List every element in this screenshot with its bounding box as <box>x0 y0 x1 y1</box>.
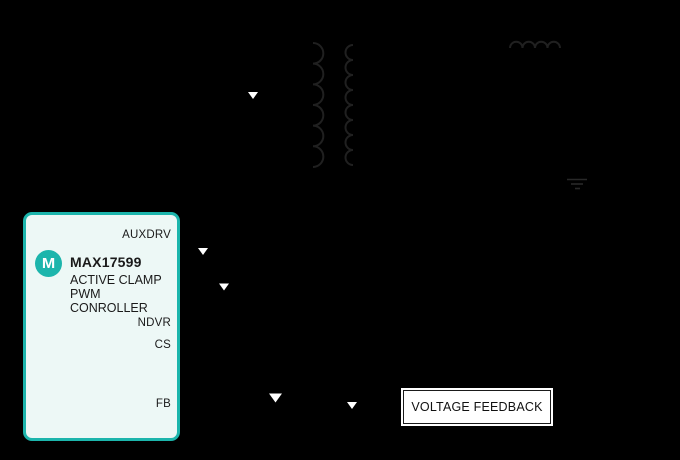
down-triangle-marker-icon <box>269 394 282 403</box>
pin-label-ndvr: NDVR <box>137 317 171 329</box>
ic-description-line2: PWM CONROLLER <box>70 287 148 315</box>
down-triangle-marker-icon <box>248 92 258 99</box>
pin-label-fb: FB <box>155 398 171 410</box>
down-triangle-marker-icon <box>198 248 208 255</box>
output-inductor-icon <box>510 42 560 48</box>
ground-icon <box>567 180 587 189</box>
ic-block-max17599 <box>23 212 180 441</box>
maxim-logo-icon <box>35 250 62 277</box>
ic-part-number: MAX17599 <box>70 254 142 270</box>
voltage-feedback-block <box>403 390 551 424</box>
pin-label-cs: CS <box>154 339 171 351</box>
voltage-feedback-label: VOLTAGE FEEDBACK <box>411 400 543 414</box>
down-triangle-marker-icon <box>347 402 357 409</box>
down-triangle-marker-icon <box>219 284 229 291</box>
transformer-secondary-winding-icon <box>346 45 353 165</box>
maxim-logo-glyph: M <box>41 254 56 272</box>
pin-label-auxdrv: AUXDRV <box>122 229 171 241</box>
transformer-primary-winding-icon <box>313 43 323 167</box>
ic-description-line1: ACTIVE CLAMP <box>70 273 162 287</box>
